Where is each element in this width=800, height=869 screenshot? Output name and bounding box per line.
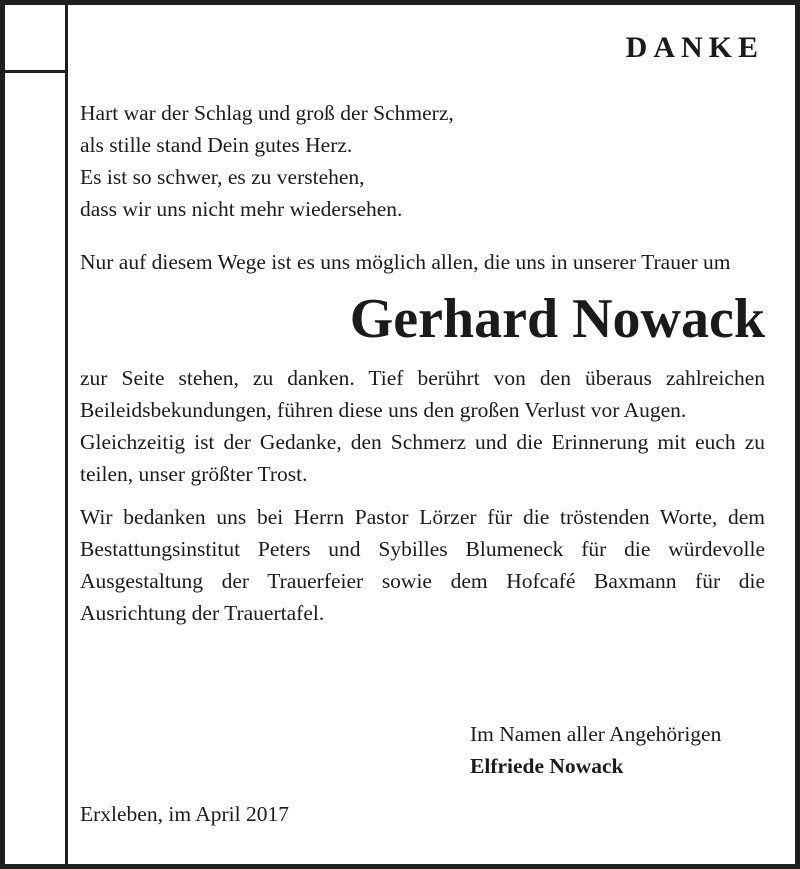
signature-label: Im Namen aller Angehörigen: [470, 722, 722, 746]
poem-line: Es ist so schwer, es zu verstehen,: [80, 165, 365, 189]
corner-rule: [0, 70, 68, 73]
deceased-name: Gerhard Nowack: [349, 288, 765, 350]
poem-line: Hart war der Schlag und groß der Schmerz,: [80, 101, 454, 125]
signature-block: [470, 718, 721, 782]
notice-heading: DANKE: [625, 31, 764, 64]
poem-line: als stille stand Dein gutes Herz.: [80, 133, 353, 157]
place-date: Erxleben, im April 2017: [80, 802, 289, 826]
acknowledgements-paragraph: Wir bedanken uns bei Herrn Pastor Lörzer für die tröstenden Worte, dem Bestattungsinstitut Peters und Sybilles Blumeneck für die würdevolle Ausgestaltung der Trauerfeier sowie dem Hofcafé Baxmann für die Ausrichtung der Trauertafel.: [80, 505, 765, 625]
thanks-paragraph: zur Seite stehen, zu danken. Tief berührt von den überaus zahlreichen Beileidsbekundungen, führen diese uns den großen Verlust vor Augen.: [80, 366, 765, 422]
poem-line: dass wir uns nicht mehr wiedersehen.: [80, 197, 403, 221]
poem: [80, 97, 765, 225]
intro-paragraph: Nur auf diesem Wege ist es uns möglich allen, die uns in unserer Trauer um: [80, 250, 731, 274]
signature-name: Elfriede Nowack: [470, 754, 624, 778]
notice-body: [80, 97, 765, 629]
margin-rule: [65, 0, 68, 869]
comfort-paragraph: Gleichzeitig ist der Gedanke, den Schmerz und die Erinnerung mit euch zu teilen, unser größter Trost.: [80, 430, 765, 486]
